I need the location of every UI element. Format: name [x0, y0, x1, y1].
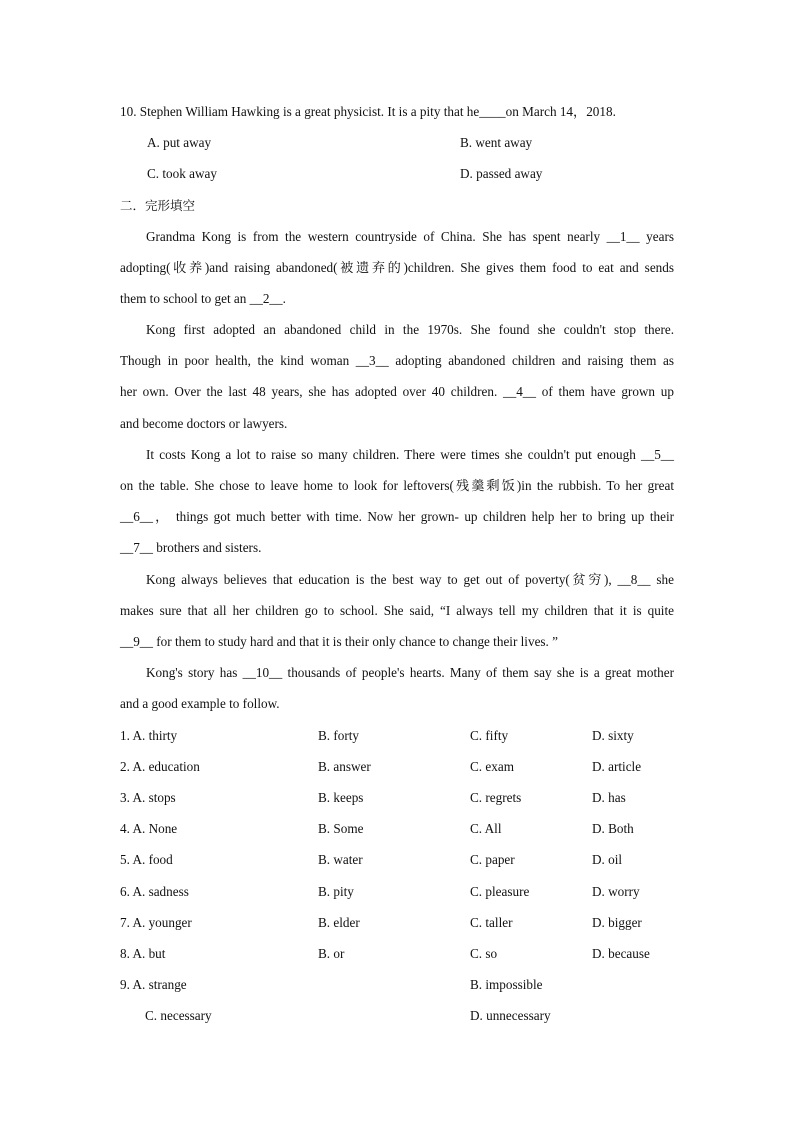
passage-line: Kong first adopted an abandoned child in the 1970s. She found she couldn't stop there. — [146, 322, 674, 337]
choice-8-c: C. so — [470, 946, 498, 961]
q10-option-b: B. went away — [460, 135, 533, 150]
choice-3-c: C. regrets — [470, 790, 522, 805]
choice-3-b: B. keeps — [318, 790, 364, 805]
choice-6-b: B. pity — [318, 884, 354, 899]
choice-4-d: D. Both — [592, 821, 634, 836]
choice-7-b: B. elder — [318, 915, 360, 930]
passage-line: adopting(收养)and raising abandoned(被遗弃的)children. She gives them food to eat and sends — [120, 260, 674, 275]
q10-option-d: D. passed away — [460, 166, 543, 181]
passage-line: Kong always believes that education is the best way to get out of poverty(贫穷), __8__ she — [146, 572, 674, 587]
passage-line: __9__ for them to study hard and that it is their only chance to change their lives. ” — [120, 634, 559, 649]
choice-5-a: 5. A. food — [120, 852, 173, 867]
choice-7-a: 7. A. younger — [120, 915, 192, 930]
choice-8-b: B. or — [318, 946, 345, 961]
choice-1-c: C. fifty — [470, 728, 509, 743]
choice-9-b: B. impossible — [470, 977, 543, 992]
choice-8-d: D. because — [592, 946, 650, 961]
passage-line: __7__ brothers and sisters. — [120, 540, 262, 555]
choice-9-c: C. necessary — [145, 1008, 212, 1023]
choice-9-d: D. unnecessary — [470, 1008, 551, 1023]
choice-3-d: D. has — [592, 790, 626, 805]
section-title: 二．完形填空 — [120, 198, 196, 213]
passage-line: Kong's story has __10__ thousands of people's hearts. Many of them say she is a great mother — [146, 665, 674, 680]
choice-4-c: C. All — [470, 821, 502, 836]
passage-line: them to school to get an __2__. — [120, 291, 286, 306]
passage-line: __6__， things got much better with time. Now her grown- up children help her to bring up their — [120, 509, 674, 524]
choice-1-b: B. forty — [318, 728, 360, 743]
choice-8-a: 8. A. but — [120, 946, 166, 961]
choice-1-d: D. sixty — [592, 728, 634, 743]
choice-6-d: D. worry — [592, 884, 640, 899]
choice-1-a: 1. A. thirty — [120, 728, 178, 743]
passage-line: and become doctors or lawyers. — [120, 416, 288, 431]
question-10: 10. Stephen William Hawking is a great physicist. It is a pity that he____on March 14，2018. — [120, 104, 616, 119]
passage-line: on the table. She chose to leave home to look for leftovers(残羹剩饭)in the rubbish. To her great — [120, 478, 674, 493]
choice-6-c: C. pleasure — [470, 884, 530, 899]
choice-7-c: C. taller — [470, 915, 513, 930]
choice-5-b: B. water — [318, 852, 363, 867]
q10-option-a: A. put away — [147, 135, 212, 150]
passage-line: It costs Kong a lot to raise so many children. There were times she couldn't put enough __5__ — [146, 447, 674, 462]
passage-line: Though in poor health, the kind woman __3__ adopting abandoned children and raising them as — [120, 353, 674, 368]
choice-9-a: 9. A. strange — [120, 977, 187, 992]
choice-4-b: B. Some — [318, 821, 364, 836]
q10-option-c: C. took away — [147, 166, 217, 181]
choice-3-a: 3. A. stops — [120, 790, 176, 805]
choice-7-d: D. bigger — [592, 915, 642, 930]
passage-line: Grandma Kong is from the western countryside of China. She has spent nearly __1__ years — [146, 229, 674, 244]
choice-2-d: D. article — [592, 759, 642, 774]
choice-2-c: C. exam — [470, 759, 514, 774]
choice-6-a: 6. A. sadness — [120, 884, 189, 899]
choice-2-b: B. answer — [318, 759, 371, 774]
choice-4-a: 4. A. None — [120, 821, 178, 836]
choice-5-d: D. oil — [592, 852, 623, 867]
passage-line: and a good example to follow. — [120, 696, 280, 711]
choice-2-a: 2. A. education — [120, 759, 200, 774]
passage-line: her own. Over the last 48 years, she has adopted over 40 children. __4__ of them have grown up — [120, 384, 674, 399]
choice-5-c: C. paper — [470, 852, 515, 867]
passage-line: makes sure that all her children go to school. She said, “I always tell my children that it is quite — [120, 603, 674, 618]
